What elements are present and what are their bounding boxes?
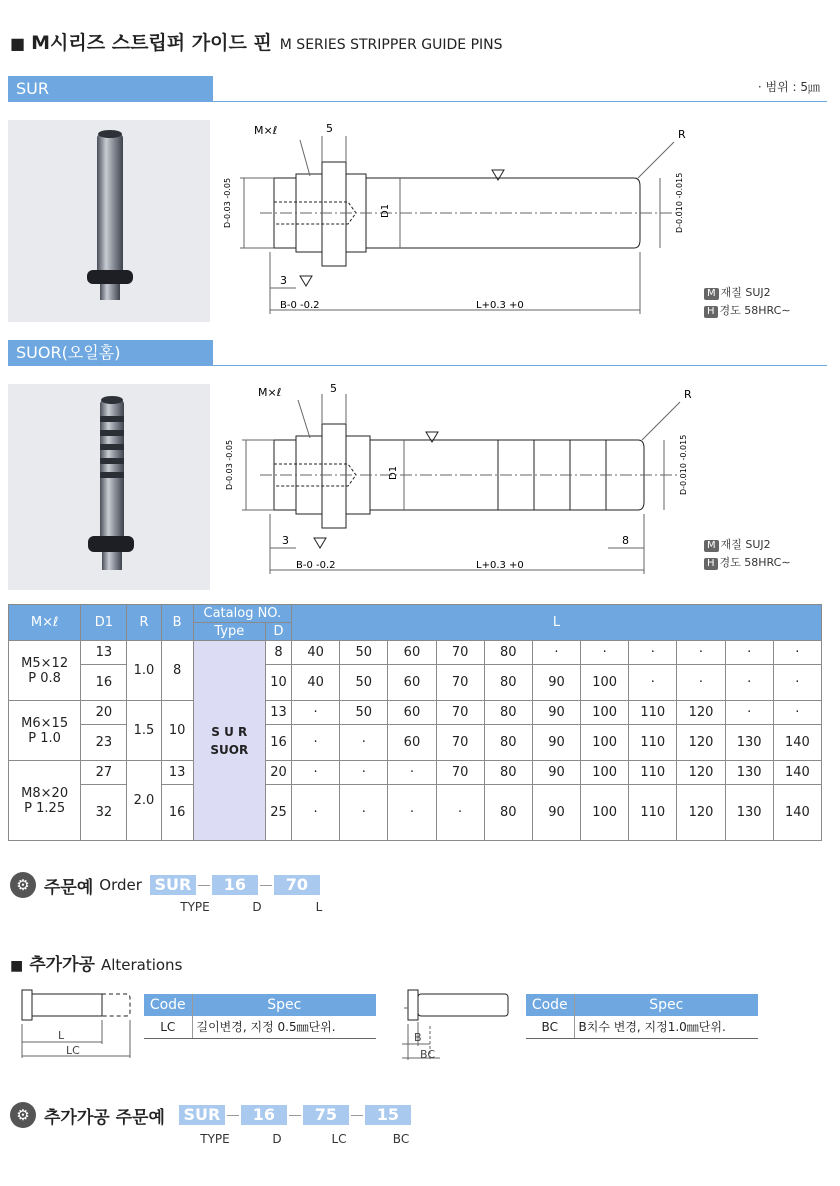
eight-dim: 8: [622, 534, 629, 547]
gear-icon: ⚙: [10, 872, 36, 898]
suor-pin-illustration: [8, 384, 210, 590]
cell-d: 8: [265, 641, 291, 665]
spec-table: [8, 604, 822, 841]
l-dim: L+0.3 +0: [476, 560, 524, 571]
cell-l: ·: [292, 761, 340, 785]
chip-separator: [260, 885, 272, 886]
d1-label: D1: [388, 465, 399, 480]
sur-technical-drawing: [220, 118, 700, 328]
label-lc: LC: [331, 1132, 347, 1146]
cell-l: ·: [725, 665, 773, 701]
d-right-tol: D-0.010 -0.015: [675, 172, 684, 233]
cell-l: 70: [436, 665, 484, 701]
header-d: D: [265, 623, 291, 641]
cell-l: 80: [484, 785, 532, 841]
cell-l: ·: [677, 665, 725, 701]
alt-order-labels: [192, 1132, 424, 1146]
header-l: L: [292, 605, 822, 641]
gear-icon: ⚙: [10, 1102, 36, 1128]
alterations-title-en: Alterations: [100, 956, 183, 974]
suor-photo: [8, 384, 210, 590]
type-suor: SUOR: [210, 742, 249, 757]
mxl-label: M×ℓ: [254, 124, 278, 137]
fig-l-label: L: [58, 1029, 65, 1042]
cell-d1: 27: [81, 761, 127, 785]
chip-separator: [198, 885, 210, 886]
cell-l: 140: [773, 725, 821, 761]
cell-l: 130: [725, 761, 773, 785]
alt-spec-lc: 길이변경, 지정 0.5㎜단위.: [192, 1016, 376, 1038]
bc-figure: [396, 986, 520, 1066]
header-catalog: Catalog NO.: [193, 605, 291, 623]
cell-mxl: [9, 701, 81, 761]
cell-l: 140: [773, 785, 821, 841]
cell-l: ·: [725, 641, 773, 665]
alt-chip-bc: 15: [365, 1105, 411, 1125]
title-marker: ■: [10, 34, 26, 53]
cell-type: [193, 641, 265, 841]
cell-l: 40: [292, 665, 340, 701]
header-r: R: [127, 605, 161, 641]
order-title-en: Order: [99, 876, 142, 894]
mxl-label: M×ℓ: [258, 386, 282, 399]
sur-pin-illustration: [8, 120, 210, 322]
d-left-tol: D-0.03 -0.05: [225, 439, 234, 490]
alt-code-header: Code: [526, 994, 574, 1016]
cell-l: 110: [629, 725, 677, 761]
label-l: L: [315, 900, 323, 914]
page-title: [10, 28, 503, 52]
alt-code-bc: BC: [526, 1016, 574, 1038]
cell-d1: 20: [81, 701, 127, 725]
cell-l: 60: [388, 641, 436, 665]
cell-l: ·: [773, 641, 821, 665]
cell-l: 90: [532, 785, 580, 841]
cell-l: ·: [388, 761, 436, 785]
alt-spec-header: Spec: [574, 994, 758, 1016]
cell-l: ·: [629, 665, 677, 701]
alt-code-header: Code: [144, 994, 192, 1016]
cell-l: ·: [581, 641, 629, 665]
thread-size: M6×15: [21, 715, 69, 731]
cell-r: 2.0: [127, 761, 161, 841]
order-example: [10, 872, 320, 898]
cell-l: 60: [388, 665, 436, 701]
label-type: TYPE: [180, 900, 210, 914]
cell-l: 70: [436, 641, 484, 665]
cell-l: ·: [292, 785, 340, 841]
order-chip-l: 70: [274, 875, 320, 895]
cell-b: 13: [161, 761, 193, 785]
cell-l: 80: [484, 665, 532, 701]
chip-separator: [351, 1115, 363, 1116]
cell-l: 90: [532, 665, 580, 701]
suor-technical-drawing: [220, 382, 700, 582]
radius-label: R: [678, 128, 686, 141]
fig-b-label: B: [414, 1031, 422, 1044]
cell-l: 100: [581, 701, 629, 725]
section-bar-sur: SUR: [8, 76, 213, 102]
five-dim: 5: [326, 122, 333, 135]
cell-l: 80: [484, 725, 532, 761]
sur-photo: [8, 120, 210, 322]
cell-l: ·: [725, 701, 773, 725]
cell-b: 10: [161, 701, 193, 761]
cell-d: 25: [265, 785, 291, 841]
cell-d1: 13: [81, 641, 127, 665]
alteration-table-bc: [526, 994, 758, 1039]
cell-l: ·: [773, 665, 821, 701]
cell-l: ·: [340, 785, 388, 841]
fig-bc-label: BC: [420, 1048, 436, 1061]
material-tag: M: [704, 288, 719, 300]
suor-material-info: [704, 536, 791, 570]
alt-chip-type: SUR: [179, 1105, 225, 1125]
cell-l: 110: [629, 701, 677, 725]
label-type: TYPE: [200, 1132, 230, 1146]
cell-mxl: [9, 761, 81, 841]
cell-r: 1.0: [127, 641, 161, 701]
label-d: D: [252, 900, 262, 914]
cell-l: 100: [581, 725, 629, 761]
cell-l: 110: [629, 785, 677, 841]
alt-code-lc: LC: [144, 1016, 192, 1038]
cell-d1: 16: [81, 665, 127, 701]
header-d1: D1: [81, 605, 127, 641]
cell-d: 20: [265, 761, 291, 785]
order-title-ko: 주문예: [44, 877, 94, 898]
alteration-table-lc: [144, 994, 376, 1039]
cell-l: 90: [532, 725, 580, 761]
section-divider: [213, 101, 827, 102]
three-dim: 3: [282, 534, 289, 547]
radius-label: R: [684, 388, 692, 401]
thread-pitch: P 0.8: [28, 670, 61, 686]
alterations-title: [10, 950, 182, 975]
header-mxl: M×ℓ: [9, 605, 81, 641]
cell-l: ·: [340, 761, 388, 785]
order-labels: [172, 900, 342, 914]
section-divider: [213, 365, 827, 366]
cell-l: ·: [340, 725, 388, 761]
cell-l: ·: [292, 725, 340, 761]
alt-chip-d: 16: [241, 1105, 287, 1125]
cell-l: 50: [340, 641, 388, 665]
section-bar-suor: SUOR(오일홈): [8, 340, 213, 366]
cell-l: 100: [581, 761, 629, 785]
cell-l: 80: [484, 641, 532, 665]
cell-d: 10: [265, 665, 291, 701]
cell-l: 70: [436, 701, 484, 725]
cell-l: 100: [581, 665, 629, 701]
cell-l: 140: [773, 761, 821, 785]
type-sur: S U R: [211, 724, 248, 739]
order-chip-type: SUR: [150, 875, 196, 895]
fig-lc-label: LC: [66, 1044, 80, 1057]
table-row: [9, 641, 822, 665]
five-dim: 5: [330, 382, 337, 395]
cell-b: 16: [161, 785, 193, 841]
table-row: [9, 701, 822, 725]
cell-l: 60: [388, 725, 436, 761]
cell-l: ·: [629, 641, 677, 665]
cell-l: 120: [677, 785, 725, 841]
cell-l: 80: [484, 761, 532, 785]
cell-d1: 32: [81, 785, 127, 841]
alteration-order-example: [10, 1102, 411, 1128]
cell-d: 16: [265, 725, 291, 761]
hardness-tag: H: [704, 306, 718, 318]
label-d: D: [272, 1132, 282, 1146]
chip-separator: [289, 1115, 301, 1116]
cell-l: ·: [677, 641, 725, 665]
thread-size: M8×20: [21, 785, 69, 801]
cell-r: 1.5: [127, 701, 161, 761]
cell-l: 80: [484, 701, 532, 725]
cell-l: ·: [773, 701, 821, 725]
thread-pitch: P 1.0: [28, 730, 61, 746]
tolerance-range: · 범위 : 5㎛: [757, 80, 820, 94]
cell-l: 40: [292, 641, 340, 665]
title-korean: M시리즈 스트립퍼 가이드 핀: [31, 32, 272, 54]
chip-separator: [227, 1115, 239, 1116]
cell-d: 13: [265, 701, 291, 725]
lc-figure: [16, 986, 138, 1064]
hardness-text: 경도 58HRC∼: [719, 304, 791, 317]
material-text: 재질 SUJ2: [720, 286, 771, 299]
b-dim: B-0 -0.2: [280, 300, 320, 311]
cell-l: ·: [292, 701, 340, 725]
alt-spec-header: Spec: [192, 994, 376, 1016]
cell-l: 90: [532, 761, 580, 785]
alt-chip-lc: 75: [303, 1105, 349, 1125]
cell-l: ·: [388, 785, 436, 841]
alterations-marker: ■: [10, 958, 24, 974]
d-right-tol: D-0.010 -0.015: [679, 434, 688, 495]
cell-l: 50: [340, 665, 388, 701]
cell-l: 120: [677, 725, 725, 761]
cell-l: 120: [677, 701, 725, 725]
thread-size: M5×12: [21, 655, 69, 671]
d-left-tol: D-0.03 -0.05: [223, 177, 232, 228]
cell-l: 70: [436, 761, 484, 785]
thread-pitch: P 1.25: [24, 800, 66, 816]
label-bc: BC: [392, 1132, 410, 1146]
b-dim: B-0 -0.2: [296, 560, 336, 571]
hardness-text: 경도 58HRC∼: [719, 556, 791, 569]
cell-l: 90: [532, 701, 580, 725]
cell-l: 100: [581, 785, 629, 841]
cell-l: ·: [532, 641, 580, 665]
header-type: Type: [193, 623, 265, 641]
d1-label: D1: [380, 203, 391, 218]
cell-l: 130: [725, 785, 773, 841]
cell-l: 130: [725, 725, 773, 761]
header-b: B: [161, 605, 193, 641]
cell-l: 110: [629, 761, 677, 785]
title-english: M SERIES STRIPPER GUIDE PINS: [279, 37, 503, 53]
cell-d1: 23: [81, 725, 127, 761]
cell-b: 8: [161, 641, 193, 701]
cell-l: 70: [436, 725, 484, 761]
table-row: [9, 761, 822, 785]
cell-l: ·: [436, 785, 484, 841]
three-dim: 3: [280, 274, 287, 287]
l-dim: L+0.3 +0: [476, 300, 524, 311]
material-text: 재질 SUJ2: [720, 538, 771, 551]
order-chip-d: 16: [212, 875, 258, 895]
alt-spec-bc: B치수 변경, 지정1.0㎜단위.: [574, 1016, 758, 1038]
cell-l: 50: [340, 701, 388, 725]
hardness-tag: H: [704, 558, 718, 570]
cell-l: 120: [677, 761, 725, 785]
sur-material-info: [704, 284, 791, 318]
cell-l: 60: [388, 701, 436, 725]
alt-order-title: 추가가공 주문예: [44, 1107, 165, 1128]
material-tag: M: [704, 540, 719, 552]
alterations-title-ko: 추가가공: [29, 955, 95, 975]
cell-mxl: [9, 641, 81, 701]
